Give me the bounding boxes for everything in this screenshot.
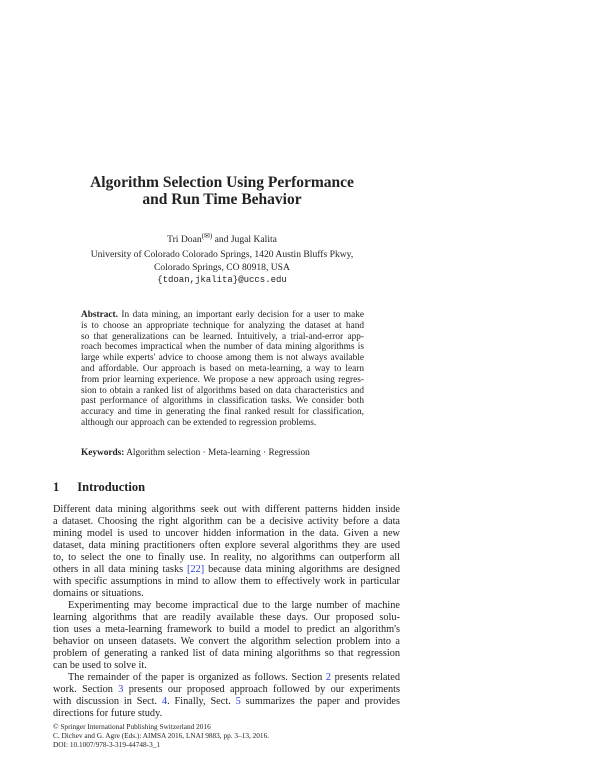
text: presents related [331,672,400,683]
text-line: is to choose an appropriate technique for analyzing the dataset at hand [81,320,364,331]
text-line: past performance of algorithms in classification tasks. We consider both [81,396,364,407]
affiliation-line-1: University of Colorado Colorado Springs, 1420 Austin Bluffs Pkwy, [90,249,354,260]
section-title: Introduction [77,480,146,494]
text-line: so that generalizations can be learned. Intuitively, a trial-and-error app- [81,331,364,342]
text-line: can be used to solve it. [53,660,147,671]
section-number: 1 [53,480,60,494]
text: The remainder of the paper is organized as follows. Section [68,672,326,683]
text-line: from prior learning experience. We propose a new approach using regres- [81,374,364,385]
text: . Finally, Sect. [167,696,236,707]
paper-title-line-2: and Run Time Behavior [142,191,302,208]
body-line [53,696,400,708]
affiliation-line-2: Colorado Springs, CO 80918, USA [154,262,290,273]
text-line: although our approach can be extended to regression problems. [81,418,317,428]
text: because data mining algorithms are designed [204,564,400,575]
section-link[interactable]: 2 [325,672,332,683]
body-line: directions for future study. [53,708,163,719]
text-line: sion to obtain a ranked list of algorithms based on data characteristics and [81,385,364,396]
text-line: behavior on unseen datasets. We convert the algorithm selection problem into a [53,636,400,647]
text-line: Different data mining algorithms seek out with different patterns hidden inside [53,504,400,515]
abstract-label: Abstract. [81,310,118,320]
citation-link[interactable]: [22] [187,564,205,575]
text-line: dataset, data mining practitioners often explore several algorithms they are used [53,540,400,551]
text-line: and affordable. Our approach is based on meta-learning, a way to learn [81,364,364,374]
text-line: accuracy and time in generating the final ranked result for classification, [81,407,364,418]
text: others in all data mining tasks [53,564,188,575]
email: {tdoan,jkalita}@uccs.edu [157,275,287,285]
keywords-text: Algorithm selection · Meta-learning · Regression [124,448,310,458]
text-line: to, to select the one to finally use. In reality, no algorithms can outperform all [53,552,400,563]
author-1: Tri Doan [167,234,202,246]
text-line: roach becomes impractical when the number of data mining algorithms is [81,342,364,353]
section-link[interactable]: 4 [161,696,168,707]
paper-title-line-1: Algorithm Selection Using Performance [90,174,354,191]
authors [0,232,444,245]
text-line: a dataset. Choosing the right algorithm can be a decisive activity before a data [53,516,400,527]
body-line [53,564,400,576]
keywords [81,448,310,459]
text: summarizes the paper and provides [240,696,401,707]
text: work. Section [53,684,119,695]
text-line: domains or situations. [53,588,144,599]
corresponding-author-icon: (✉) [201,232,213,240]
text-line: with specific assumptions in mind to allow them to effectively work in particular [53,576,400,587]
text: presents our proposed approach followed by our experiments [123,684,400,695]
text-line: learning algorithms that are readily available these days. Our proposed solu- [53,612,400,623]
abstract-line [81,310,364,321]
section-heading [53,480,145,495]
body-line [53,672,400,684]
text-line: problem of generating a ranked list of data mining algorithms so that regression [53,648,400,659]
section-link[interactable]: 5 [235,696,241,707]
text: with discussion in Sect. [53,696,162,707]
text-line: tion uses a meta-learning framework to build a model to predict an algorithm's [53,624,400,635]
author-2: and Jugal Kalita [212,234,277,246]
citation-info: C. Dichev and G. Agre (Eds.): AIMSA 2016, LNAI 9883, pp. 3–13, 2016. [53,731,270,740]
text-line: large while experts' advice to choose among them is not always available [81,353,364,364]
copyright: © Springer International Publishing Switzerland 2016 [53,722,211,731]
text: In data mining, an important early decision for a user to make [117,310,364,320]
body-line [53,684,400,696]
text-line: mining model is used to uncover hidden information in the data. Given a new [53,528,400,539]
section-link[interactable]: 3 [118,684,124,695]
doi: DOI: 10.1007/978-3-319-44748-3_1 [53,740,161,749]
keywords-label: Keywords: [81,448,125,458]
text-line: Experimenting may become impractical due to the large number of machine [68,600,400,611]
